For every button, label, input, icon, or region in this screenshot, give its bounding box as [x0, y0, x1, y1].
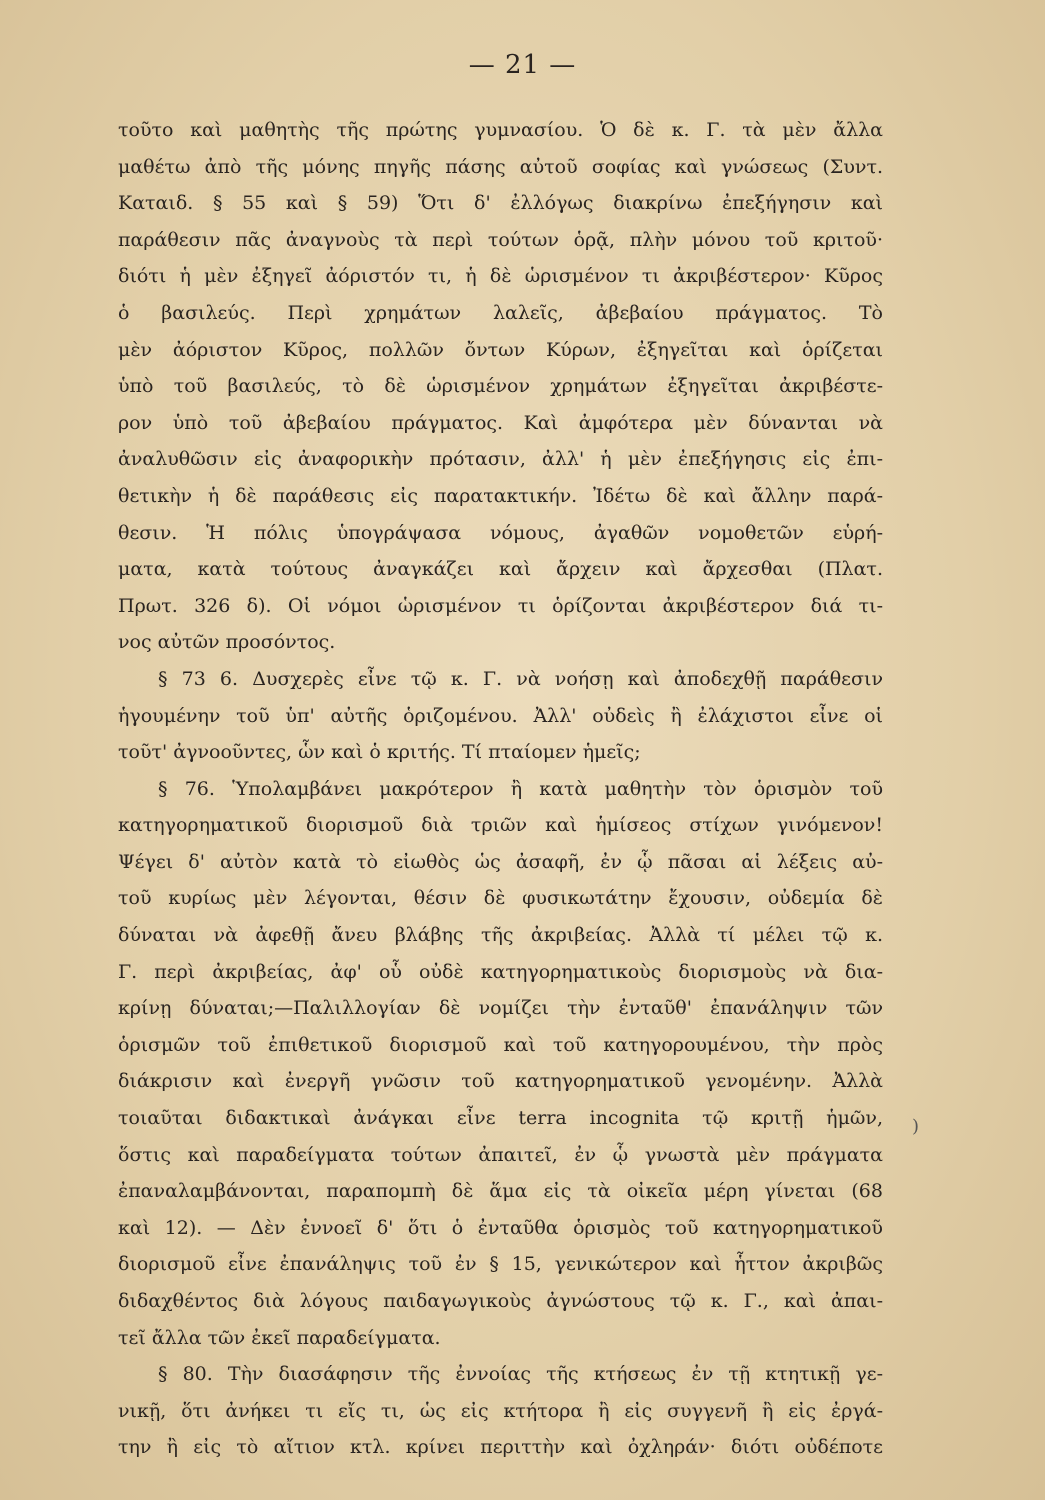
text-line: διότι ἡ μὲν ἐξηγεῖ ἀόριστόν τι, ἡ δὲ ὡρισμένον τι ἀκριβέστερον· Κῦρος	[118, 265, 883, 288]
page-body-text	[118, 112, 883, 1466]
text-line: τοιαῦται διδακτικαὶ ἀνάγκαι εἶνε terra incognita τῷ κριτῇ ἡμῶν,	[118, 1107, 883, 1130]
page-number: — 21 —	[468, 50, 577, 80]
text-line: Καταιδ. § 55 καὶ § 59) Ὅτι δ' ἐλλόγως διακρίνω ἐπεξήγησιν καὶ	[118, 192, 883, 215]
text-line: ρον ὑπὸ τοῦ ἀβεβαίου πράγματος. Καὶ ἀμφότερα μὲν δύνανται νὰ	[118, 411, 883, 434]
text-line: ὁρισμῶν τοῦ ἐπιθετικοῦ διορισμοῦ καὶ τοῦ κατηγορουμένου, τὴν πρὸς	[118, 1033, 883, 1056]
text-line: ὅστις καὶ παραδείγματα τούτων ἀπαιτεῖ, ἐν ᾧ γνωστὰ μὲν πράγματα	[118, 1143, 883, 1166]
text-line: ματα, κατὰ τούτους ἀναγκάζει καὶ ἄρχειν καὶ ἄρχεσθαι (Πλατ.	[118, 558, 883, 581]
text-line: κρίνῃ δύναται;—Παλιλλογίαν δὲ νομίζει τὴν ἐνταῦθ' ἐπανάληψιν τῶν	[118, 997, 883, 1020]
text-line: διδαχθέντος διὰ λόγους παιδαγωγικοὺς ἀγνώστους τῷ κ. Γ., καὶ ἀπαι-	[118, 1290, 883, 1312]
margin-mark: )	[912, 1116, 920, 1137]
text-line: τοῦτ' ἀγνοοῦντες, ὧν καὶ ὁ κριτής. Τί πταίομεν ἡμεῖς;	[118, 741, 641, 764]
text-line: μαθέτω ἀπὸ τῆς μόνης πηγῆς πάσης αὐτοῦ σοφίας καὶ γνώσεως (Συντ.	[118, 155, 883, 178]
text-line: θετικὴν ἡ δὲ παράθεσις εἰς παρατακτικήν. Ἰδέτω δὲ καὶ ἄλλην παρά-	[118, 484, 883, 507]
text-line: θεσιν. Ἡ πόλις ὑπογράψασα νόμους, ἀγαθῶν νομοθετῶν εὑρή-	[118, 521, 883, 544]
text-line: καὶ 12). — Δὲν ἐννοεῖ δ' ὅτι ὁ ἐνταῦθα ὁρισμὸς τοῦ κατηγορηματικοῦ	[118, 1216, 883, 1239]
text-line: διορισμοῦ εἶνε ἐπανάληψις τοῦ ἐν § 15, γενικώτερον καὶ ἧττον ἀκριβῶς	[118, 1253, 883, 1276]
text-line: τεῖ ἄλλα τῶν ἐκεῖ παραδείγματα.	[118, 1326, 441, 1349]
text-line: κατηγορηματικοῦ διορισμοῦ διὰ τριῶν καὶ ἡμίσεος στίχων γινόμενον!	[118, 814, 883, 837]
text-line: νικῇ, ὅτι ἀνήκει τι εἴς τι, ὡς εἰς κτήτορα ἢ εἰς συγγενῆ ἢ εἰς ἐργά-	[118, 1399, 883, 1422]
paragraph-start-line: § 80. Τὴν διασάφησιν τῆς ἐννοίας τῆς κτήσεως ἐν τῇ κτητικῇ γε-	[158, 1363, 883, 1386]
text-line: παράθεσιν πᾶς ἀναγνοὺς τὰ περὶ τούτων ὁρᾷ, πλὴν μόνου τοῦ κριτοῦ·	[118, 228, 883, 251]
text-line: ἐπαναλαμβάνονται, παραπομπὴ δὲ ἅμα εἰς τὰ οἰκεῖα μέρη γίνεται (68	[118, 1180, 883, 1203]
text-line: ὑπὸ τοῦ βασιλεύς, τὸ δὲ ὡρισμένον χρημάτων ἐξηγεῖται ἀκριβέστε-	[118, 375, 883, 398]
paragraph-start-line: § 73 6. Δυσχερὲς εἶνε τῷ κ. Γ. νὰ νοήσῃ καὶ ἀποδεχθῇ παράθεσιν	[158, 667, 883, 690]
text-line: νος αὐτῶν προσόντος.	[118, 631, 336, 654]
text-line: Ψέγει δ' αὐτὸν κατὰ τὸ εἰωθὸς ὡς ἀσαφῆ, ἐν ᾧ πᾶσαι αἱ λέξεις αὐ-	[118, 850, 883, 873]
text-line: Πρωτ. 326 δ). Οἱ νόμοι ὡρισμένον τι ὁρίζονται ἀκριβέστερον διά τι-	[118, 594, 883, 617]
paragraph-start-line: § 76. Ὑπολαμβάνει μακρότερον ἢ κατὰ μαθητὴν τὸν ὁρισμὸν τοῦ	[158, 777, 883, 800]
text-line: ἡγουμένην τοῦ ὑπ' αὐτῆς ὁριζομένου. Ἀλλ' οὐδεὶς ἢ ἐλάχιστοι εἶνε οἱ	[118, 704, 883, 727]
text-line: διάκρισιν καὶ ἐνεργῆ γνῶσιν τοῦ κατηγορηματικοῦ γενομένην. Ἀλλὰ	[118, 1070, 883, 1093]
text-line: μὲν ἀόριστον Κῦρος, πολλῶν ὄντων Κύρων, ἐξηγεῖται καὶ ὁρίζεται	[118, 338, 883, 361]
text-line: δύναται νὰ ἀφεθῇ ἄνευ βλάβης τῆς ἀκριβείας. Ἀλλὰ τί μέλει τῷ κ.	[118, 924, 883, 947]
text-line: ἀναλυθῶσιν εἰς ἀναφορικὴν πρότασιν, ἀλλ' ἡ μὲν ἐπεξήγησις εἰς ἐπι-	[118, 448, 883, 471]
text-line: την ἢ εἰς τὸ αἴτιον κτλ. κρίνει περιττὴν καὶ ὀχληράν· διότι οὐδέποτε	[118, 1436, 883, 1459]
text-line: τοῦτο καὶ μαθητὴς τῆς πρώτης γυμνασίου. Ὁ δὲ κ. Γ. τὰ μὲν ἄλλα	[118, 119, 883, 141]
text-line: ὁ βασιλεύς. Περὶ χρημάτων λαλεῖς, ἀβεβαίου πράγματος. Τὸ	[118, 301, 883, 324]
text-line: Γ. περὶ ἀκριβείας, ἀφ' οὗ οὐδὲ κατηγορηματικοὺς διορισμοὺς νὰ δια-	[118, 960, 883, 983]
text-line: τοῦ κυρίως μὲν λέγονται, θέσιν δὲ φυσικωτάτην ἔχουσιν, οὐδεμία δὲ	[118, 887, 883, 910]
